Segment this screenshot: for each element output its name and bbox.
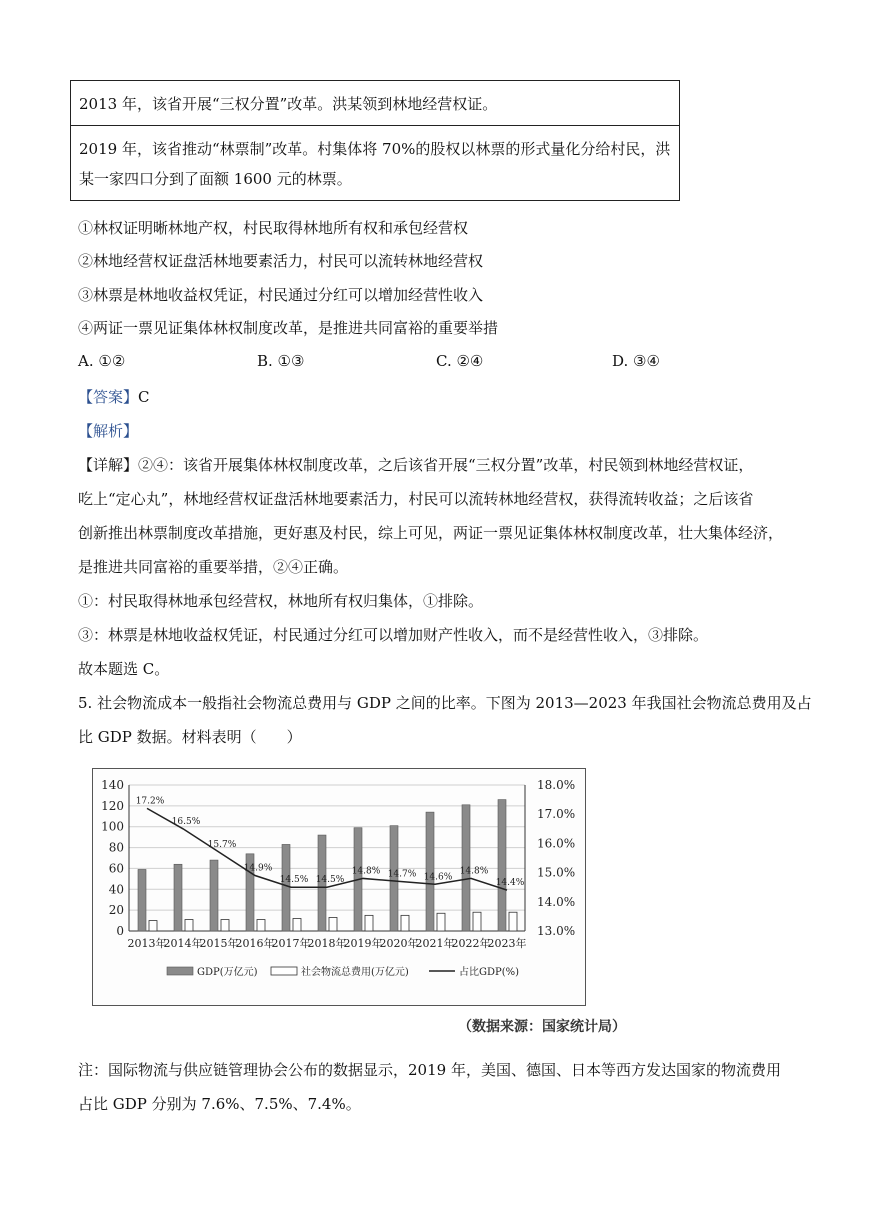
data-label-share: 14.8%: [351, 866, 381, 877]
detail-line: 创新推出林票制度改革措施，更好惠及村民，综上可见，两证一票见证集体林权制度改革，壮大集体经济，: [78, 524, 784, 542]
choice-b[interactable]: B. ①③: [257, 352, 305, 370]
data-label-share: 14.9%: [243, 863, 273, 874]
x-tick-label: 2016年: [235, 937, 275, 950]
y-left-tick-label: 100: [101, 819, 124, 834]
legend-swatch-gdp: [167, 967, 193, 975]
x-tick-label: 2013年: [127, 937, 167, 950]
data-source: （数据来源：国家统计局）: [458, 1019, 626, 1035]
x-tick-label: 2021年: [415, 937, 455, 950]
legend-swatch-logistics: [271, 967, 297, 975]
data-label-share: 15.7%: [207, 840, 237, 851]
data-label-share: 14.5%: [279, 875, 309, 886]
detail-label: 【详解】: [78, 456, 139, 474]
bar-logistics-cost: [185, 920, 193, 931]
answer-line: [78, 387, 150, 407]
choice-c[interactable]: C. ②④: [436, 352, 484, 370]
data-label-share: 14.7%: [387, 869, 417, 880]
x-tick-label: 2019年: [343, 937, 383, 950]
x-tick-label: 2020年: [379, 937, 419, 950]
bar-logistics-cost: [473, 912, 481, 931]
analysis-label: 【解析】: [78, 422, 139, 440]
bar-gdp: [498, 800, 506, 931]
data-label-share: 14.6%: [423, 872, 453, 883]
question-text: 比 GDP 数据。材料表明（ ）: [78, 728, 302, 746]
choice-a[interactable]: A. ①②: [78, 352, 126, 370]
detail-line: ①：村民取得林地承包经营权，林地所有权归集体，①排除。: [78, 592, 484, 610]
bar-logistics-cost: [401, 915, 409, 931]
bar-logistics-cost: [149, 921, 157, 931]
y-left-tick-label: 140: [101, 778, 124, 792]
bar-logistics-cost: [221, 920, 229, 931]
y-left-tick-label: 80: [108, 840, 124, 855]
data-label-share: 17.2%: [135, 796, 165, 807]
bar-logistics-cost: [257, 920, 265, 931]
y-right-tick-label: 16.0%: [537, 836, 576, 851]
bar-logistics-cost: [293, 918, 301, 931]
x-tick-label: 2022年: [451, 937, 491, 950]
table-row-text: 2019 年，该省推动“林票制”改革。村集体将 70%的股权以林票的形式量化分给村民，洪: [79, 140, 671, 158]
y-left-tick-label: 20: [108, 903, 124, 918]
choice-d[interactable]: D. ③④: [612, 352, 660, 370]
legend-label-gdp: GDP(万亿元): [197, 967, 258, 978]
data-label-share: 14.8%: [459, 866, 489, 877]
detail-text: ②④：该省开展集体林权制度改革，之后该省开展“三权分置”改革，村民领到林地经营权证，: [138, 456, 754, 474]
answer-label: 【答案】: [78, 388, 139, 406]
bar-logistics-cost: [365, 915, 373, 931]
detail-line: 吃上“定心丸”，林地经营权证盘活林地要素活力，村民可以流转林地经营权，获得流转收益；之后该省: [78, 490, 754, 508]
data-label-share: 16.5%: [171, 816, 201, 827]
bar-gdp: [174, 864, 182, 931]
legend-label-logistics: 社会物流总费用(万亿元): [301, 967, 409, 978]
detail-line: 是推进共同富裕的重要举措，②④正确。: [78, 558, 349, 576]
table-row: [71, 125, 679, 200]
statement-3: ③林票是林地收益权凭证，村民通过分红可以增加经营性收入: [78, 286, 484, 304]
detail-line: ③：林票是林地收益权凭证，村民通过分红可以增加财产性收入，而不是经营性收入，③排除。: [78, 626, 709, 644]
detail-line: [78, 455, 753, 475]
bar-logistics-cost: [437, 913, 445, 931]
detail-line: 故本题选 C。: [78, 660, 170, 678]
chart-figure: [92, 768, 586, 1006]
logistics-chart: [93, 769, 585, 1005]
material-table: [70, 80, 680, 201]
table-row: [71, 81, 679, 125]
question-text: 5. 社会物流成本一般指社会物流总费用与 GDP 之间的比率。下图为 2013—2023 年我国社会物流总费用及占: [78, 694, 812, 712]
bar-gdp: [138, 869, 146, 931]
y-right-tick-label: 17.0%: [537, 807, 576, 822]
bar-logistics-cost: [329, 917, 337, 931]
legend-label-share: 占比GDP(%): [459, 967, 520, 978]
bar-logistics-cost: [509, 912, 517, 931]
statement-4: ④两证一票见证集体林权制度改革，是推进共同富裕的重要举措: [78, 319, 499, 337]
y-left-tick-label: 40: [108, 882, 124, 897]
y-right-tick-label: 13.0%: [537, 924, 576, 938]
bar-gdp: [210, 860, 218, 931]
table-row-text: 2013 年，该省开展“三权分置”改革。洪某领到林地经营权证。: [79, 95, 498, 113]
data-label-share: 14.4%: [495, 878, 525, 889]
note-line: 注：国际物流与供应链管理协会公布的数据显示，2019 年，美国、德国、日本等西方发达国家的物流费用: [78, 1061, 781, 1079]
y-right-tick-label: 14.0%: [537, 894, 576, 909]
table-row-text: 某一家四口分到了面额 1600 元的林票。: [79, 170, 352, 188]
y-right-tick-label: 15.0%: [537, 865, 576, 880]
note-line: 占比 GDP 分别为 7.6%、7.5%、7.4%。: [78, 1095, 361, 1113]
answer-value: C: [138, 388, 150, 406]
y-left-tick-label: 0: [116, 924, 124, 938]
x-tick-label: 2018年: [307, 937, 347, 950]
data-label-share: 14.5%: [315, 875, 345, 886]
x-tick-label: 2014年: [163, 937, 203, 950]
bar-gdp: [282, 844, 290, 931]
x-tick-label: 2015年: [199, 937, 239, 950]
x-tick-label: 2023年: [487, 937, 527, 950]
y-right-tick-label: 18.0%: [537, 778, 576, 792]
y-left-tick-label: 60: [108, 861, 124, 876]
y-left-tick-label: 120: [101, 798, 124, 813]
x-tick-label: 2017年: [271, 937, 311, 950]
statement-2: ②林地经营权证盘活林地要素活力，村民可以流转林地经营权: [78, 252, 484, 270]
statement-1: ①林权证明晰林地产权，村民取得林地所有权和承包经营权: [78, 219, 469, 237]
